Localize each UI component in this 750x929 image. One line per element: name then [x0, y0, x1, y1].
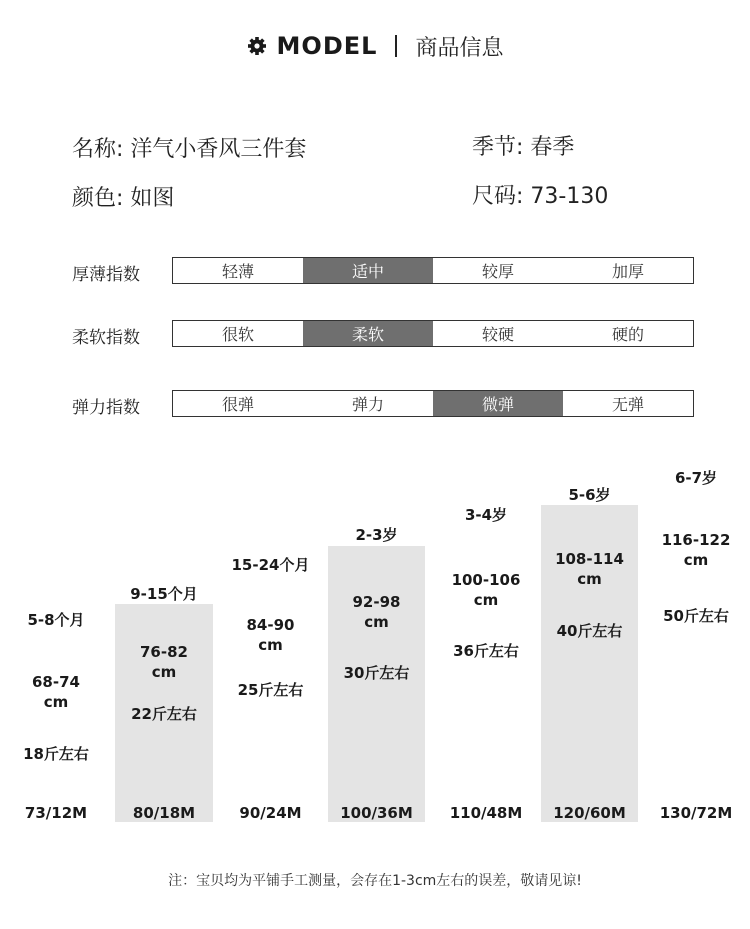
footnote: 注：宝贝均为平铺手工测量，会存在1-3cm左右的误差，敬请见谅!	[168, 873, 582, 889]
scale-option: 很弹	[221, 395, 254, 414]
size-height: 76-82	[140, 643, 188, 661]
size-age: 15-24个月	[231, 556, 310, 574]
info-season	[472, 130, 574, 161]
size-code: 73/12M	[24, 804, 88, 822]
size-value: 73-130	[530, 184, 609, 209]
size-weight: 22斤左右	[131, 705, 197, 723]
scale-label: 弹力指数	[72, 398, 140, 418]
brand-title: MODEL	[276, 32, 378, 60]
gear-icon	[247, 36, 267, 56]
info-name	[72, 132, 306, 163]
scale-option: 很软	[221, 325, 254, 344]
header-divider	[395, 35, 397, 57]
name-value: 洋气小香风三件套	[130, 137, 307, 162]
size-age: 6-7岁	[674, 469, 718, 487]
size-height-unit: cm	[258, 636, 283, 654]
scale-label: 柔软指数	[72, 328, 140, 348]
scale-label: 厚薄指数	[72, 265, 140, 285]
page-header	[0, 28, 750, 64]
size-height-unit: cm	[151, 663, 177, 681]
scale-option: 硬的	[611, 325, 644, 344]
size-weight: 30斤左右	[343, 664, 410, 682]
scale-option: 无弹	[611, 395, 644, 414]
size-height: 116-122	[661, 531, 731, 549]
info-size	[472, 179, 608, 210]
color-value: 如图	[130, 186, 175, 211]
size-weight: 40斤左右	[556, 622, 623, 640]
scale-option: 柔软	[303, 321, 433, 346]
size-height: 100-106	[451, 571, 521, 589]
size-weight: 25斤左右	[237, 681, 304, 699]
scale-option: 适中	[303, 258, 433, 283]
page-title: 商品信息	[415, 35, 504, 61]
name-label: 名称:	[72, 137, 124, 162]
size-code: 100/36M	[340, 804, 413, 822]
size-height-unit: cm	[473, 591, 499, 609]
scale-bar	[172, 320, 694, 347]
size-code: 80/18M	[132, 804, 196, 822]
size-code: 90/24M	[239, 804, 302, 822]
size-code: 120/60M	[553, 804, 626, 822]
scale-option: 较硬	[481, 325, 514, 344]
size-height: 68-74	[32, 673, 80, 691]
season-value: 春季	[530, 135, 575, 160]
scale-bar	[172, 257, 694, 284]
scale-option: 微弹	[433, 391, 563, 416]
size-weight: 36斤左右	[453, 642, 519, 660]
size-height-unit: cm	[683, 551, 709, 569]
scale-option: 轻薄	[221, 262, 254, 281]
size-weight: 18斤左右	[23, 745, 89, 763]
size-height: 108-114	[555, 550, 624, 568]
scale-bar	[172, 390, 694, 417]
scale-option: 较厚	[481, 262, 514, 281]
size-age: 2-3岁	[355, 526, 398, 544]
size-age: 3-4岁	[464, 506, 508, 524]
size-height: 92-98	[352, 593, 401, 611]
size-code: 110/48M	[449, 804, 523, 822]
size-age: 9-15个月	[130, 585, 198, 603]
size-label: 尺码:	[472, 184, 524, 209]
color-label: 颜色:	[72, 186, 124, 211]
elasticity-scale	[72, 390, 696, 420]
softness-scale	[72, 320, 696, 350]
scale-option: 加厚	[611, 262, 644, 281]
size-age: 5-8个月	[27, 611, 85, 629]
size-age: 5-6岁	[568, 486, 611, 504]
thickness-scale	[72, 257, 696, 287]
size-column-bg	[328, 546, 425, 822]
size-height-unit: cm	[364, 613, 389, 631]
scale-option: 弹力	[351, 395, 384, 414]
info-color	[72, 181, 174, 212]
size-weight: 50斤左右	[663, 607, 729, 625]
size-code: 130/72M	[659, 804, 733, 822]
season-label: 季节:	[472, 135, 524, 160]
size-height-unit: cm	[43, 693, 69, 711]
size-height-unit: cm	[577, 570, 602, 588]
size-height: 84-90	[246, 616, 295, 634]
